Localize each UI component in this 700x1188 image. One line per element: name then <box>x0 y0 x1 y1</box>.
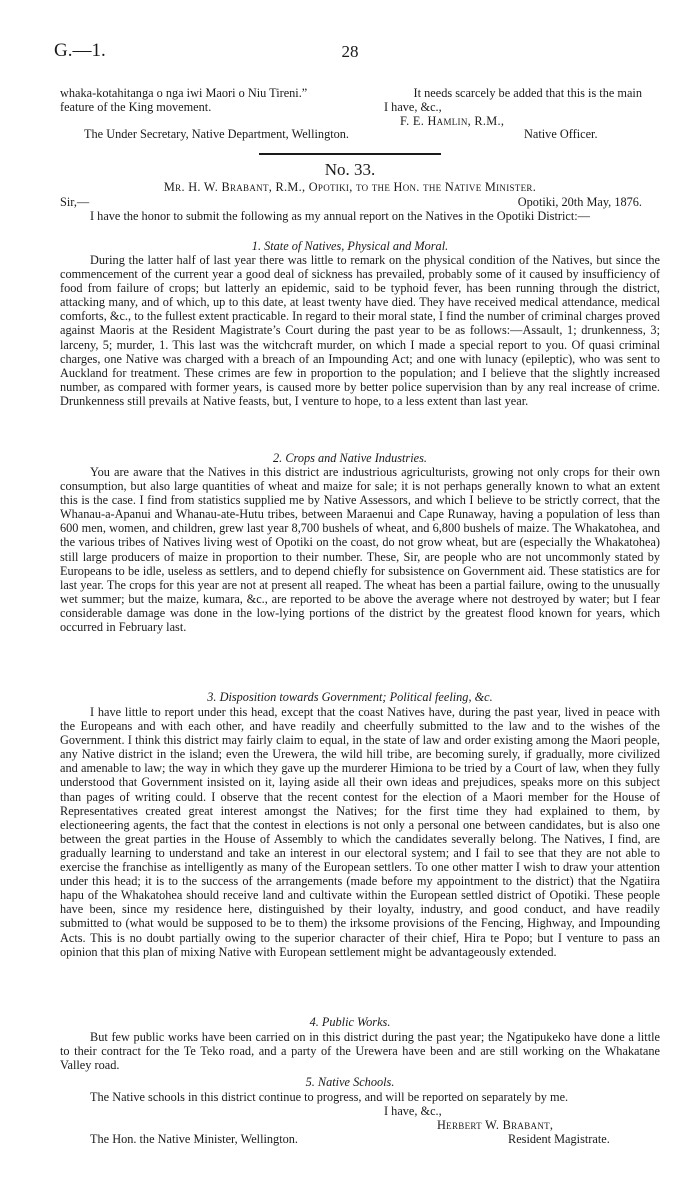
intro-signature: F. E. Hamlin, R.M., <box>400 114 505 128</box>
page-number: 28 <box>341 42 359 61</box>
section-body-2: You are aware that the Natives in this district are industrious agriculturists, growing not only crops for their own consumption, but also large quantities of wheat and maize for sale; it is not perhaps generally known to what an extent this is the case. I find from statistics supplied me by Native Assessors, and which I believe to be strictly correct, that the Whanau-a-Apanui and Whanau-ate-Hutu tribes, between Maraenui and Cape Runaway, having a population of less than 600 men, women, and children, grew last year 8,700 bushels of wheat, and 6,800 bushels of maize. The Whakatohea, and the various tribes of Natives living west of Opotiki on the coast, do not grow wheat, but are (especially the Whakatohea) still large producers of maize in proportion to their number. These, Sir, are people who are not uncommonly stated by Europeans to be idle, useless as settlers, and to depend chiefly for subsistence on Government aid. These statistics are for last year. The crops for this year are not at present all reaped. The wheat has been a partial failure, owing to the unusually wet summer; but the maize, kumara, &c., are reported to be above the average where not destroyed by water; but I fear considerable damage was done in the low-lying portions of the district by the greatest flood known for years, which occurred in February last. <box>60 465 660 635</box>
intro-line-1-left: whaka-kotahitanga o nga iwi Maori o Niu Tireni.” <box>60 86 308 100</box>
addressee: The Hon. the Native Minister, Wellington. <box>90 1132 298 1146</box>
intro-signer-title: Native Officer. <box>524 127 598 141</box>
place-date: Opotiki, 20th May, 1876. <box>517 195 642 209</box>
opening-paragraph: I have the honor to submit the following as my annual report on the Natives in the Opotiki District:— <box>90 209 590 223</box>
section-body-1: During the latter half of last year there was little to remark on the physical condition of the Natives, but since the commencement of the current year a good deal of sickness has prevailed, probably some of it caused by insufficiency of food from failure of crops; but latterly an epidemic, said to be typhoid fever, has been running through the district, attacking many, and of which, up to this date, at least twenty have died. They have received medical attendance, medical comforts, &c., to the fullest extent practicable. In regard to their moral state, I find the number of criminal charges proved against Maoris at the Resident Magistrate’s Court during the past year to be as follows:—Assault, 1; drunkenness, 3; larceny, 5; murder, 1. This last was the witchcraft murder, on which I made a special report to you. Of quasi criminal charges, one Native was charged with a breach of an Impounding Act; and one with lunacy (epileptic), who was sent to Auckland for treatment. These crimes are few in proportion to the population; and I believe that the slightly increased number, as compared with former years, is caused more by better police supervision than by any real increase of crime. Drunkenness still prevails at Native feasts, but, I venture to hope, to a less extent than last year. <box>60 253 660 408</box>
section-body-3: I have little to report under this head, except that the coast Natives have, during the past year, lived in peace with the Europeans and with each other, and have readily and cheerfully submitted to the law and to the wishes of the Government. I think this district may fairly claim to equal, in the state of law and order existing among the Maori people, any Native district in the island; even the Urewera, the wild hill tribe, are becoming surely, if gradually, more civilized and amenable to law; the way in which they gave up the murderer Himiona to be tried by a Court of law, when they fully understood that Government insisted on it, laying aside all their own ideas and prejudices, speaks more on this subject than pages of writing could. I observe that the recent contest for the election of a Maori member for the House of Representatives created great interest amongst the Natives; for the first time they had explained to them, by electioneering agents, the fact that the contest in elections is not only a personal one between candidates, but is also one between the great parties in the House of Assembly to which the candidates severally belong. The Natives, I find, are gradually learning to understand and take an interest in our electoral system; and I fail to see that they are not able to exercise the franchise as intelligently as many of the European settlers. To one other matter I wish to draw your attention under this head; it is to the success of the arrangements (made before my appointment to the district) that the Ngatiira hapu of the Whakatohea should receive land and cultivate within the European settled district of Opotiki. These people have been, since my residence here, distinguished by their loyalty, industry, and good conduct, and have readily submitted to (what would be supposed to be to them) the irksome provisions of the Fencing, Highway, and Impounding Acts. This is no doubt partially owing to the superior character of their chief, Hira te Popo; but I venture to pass an opinion that this plan of mixing Native with European settlement might be advantageously extended. <box>60 705 660 959</box>
document-code: G.—1. <box>54 40 106 61</box>
section-heading-4: 4. Public Works. <box>309 1015 391 1029</box>
salutation: Sir,— <box>60 195 90 209</box>
signer-title: Resident Magistrate. <box>508 1132 610 1146</box>
section-heading-1: 1. State of Natives, Physical and Moral. <box>251 239 449 253</box>
section-heading-2: 2. Crops and Native Industries. <box>273 451 427 465</box>
letter-number: No. 33. <box>324 160 376 179</box>
section-heading-5: 5. Native Schools. <box>305 1075 395 1089</box>
intro-line-2-left: feature of the King movement. <box>60 100 212 114</box>
letter-title: Mr. H. W. Brabant, R.M., Opotiki, to the Hon. the Native Minister. <box>163 180 537 194</box>
intro-line-1-right: It needs scarcely be added that this is the main <box>413 86 642 100</box>
section-heading-3: 3. Disposition towards Government; Political feeling, &c. <box>207 690 493 704</box>
closing: I have, &c., <box>384 1104 442 1118</box>
section-divider <box>259 153 441 155</box>
section-body-5: The Native schools in this district continue to progress, and will be reported on separately by me. <box>90 1090 569 1104</box>
intro-addressee: The Under Secretary, Native Department, Wellington. <box>84 127 350 141</box>
intro-closing: I have, &c., <box>384 100 442 114</box>
signature: Herbert W. Brabant, <box>437 1118 554 1132</box>
section-body-4: But few public works have been carried on in this district during the past year; the Ngatipukeko have done a little to their contract for the Te Teko road, and a party of the Urewera have been and are still working on the Whakatane Valley road. <box>60 1030 660 1073</box>
